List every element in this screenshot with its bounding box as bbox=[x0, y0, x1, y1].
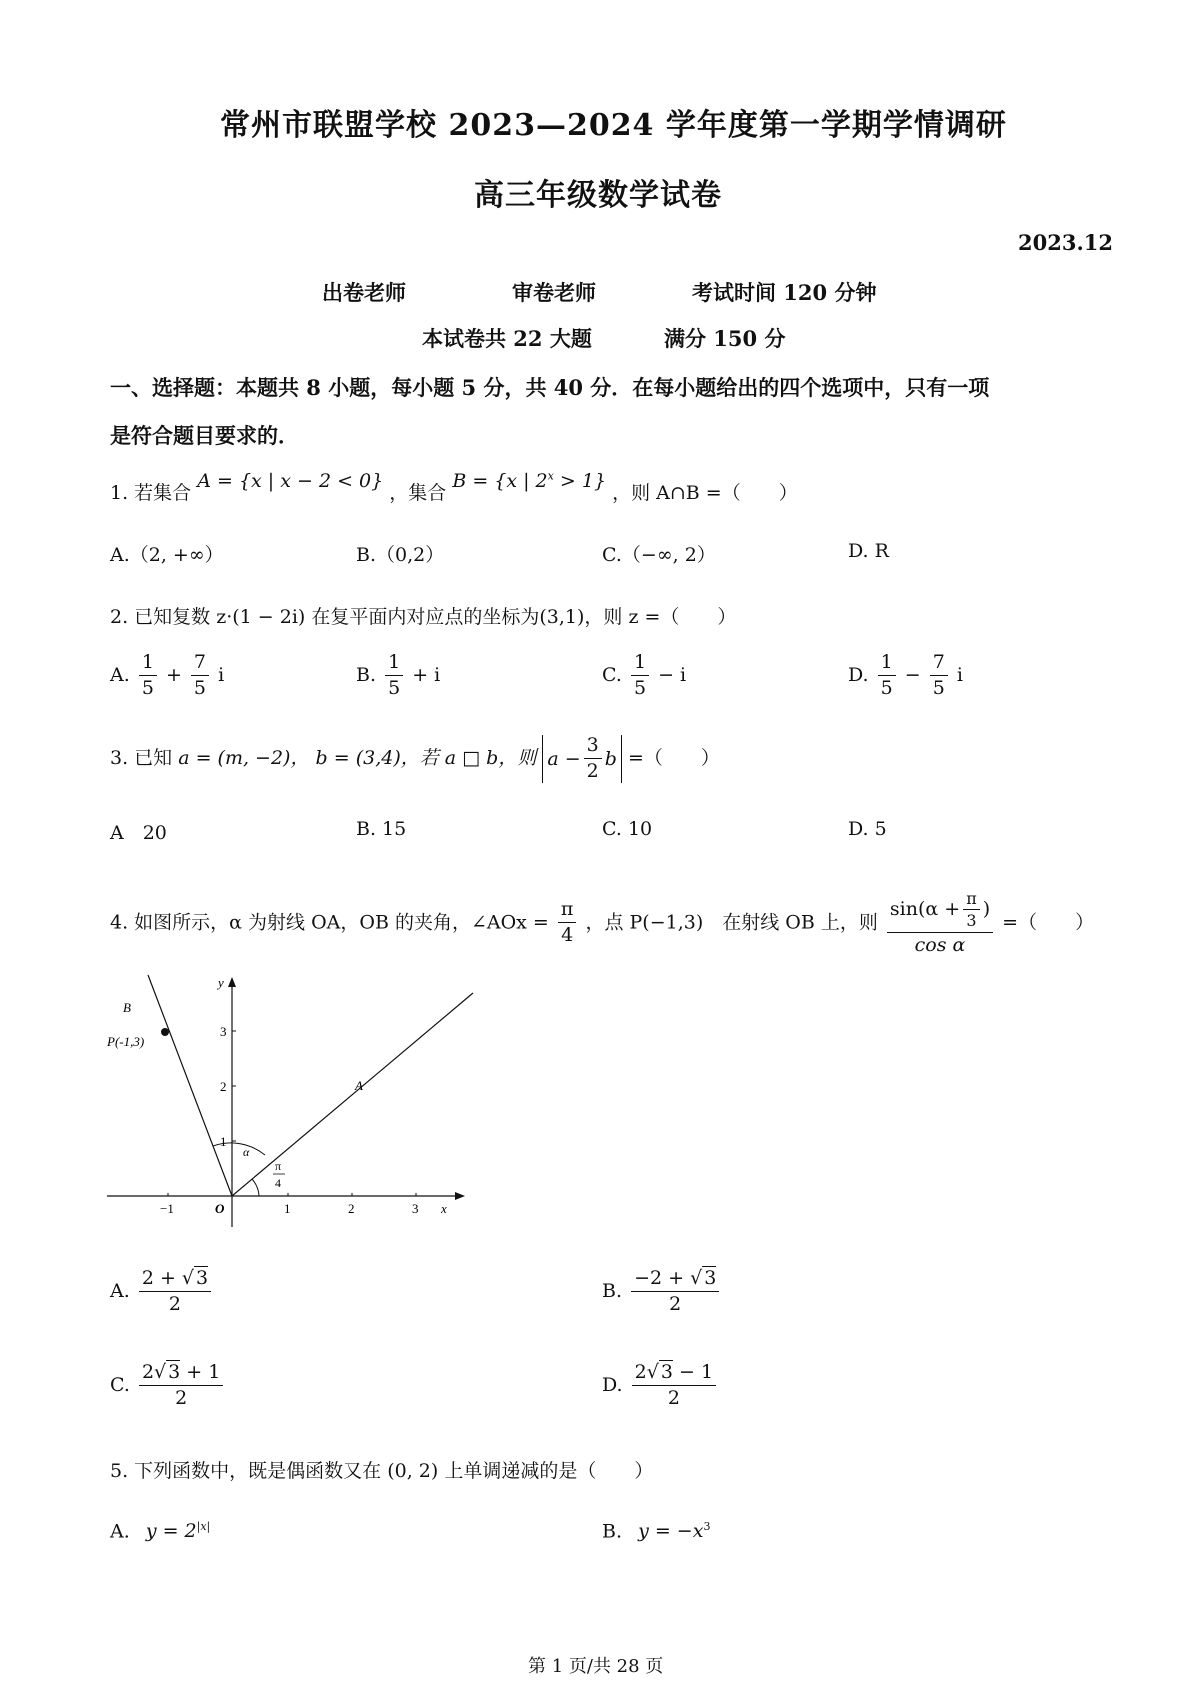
exam-title-line2: 高三年级数学试卷 bbox=[474, 178, 722, 213]
q1-set-b-post: > 1} bbox=[553, 470, 607, 492]
q4-a-num: 2 + √ 3 bbox=[139, 1268, 211, 1292]
q1-set-b bbox=[452, 470, 606, 492]
q2-a-n1: 1 bbox=[139, 652, 157, 676]
question-1 bbox=[110, 469, 798, 505]
reviewer-teacher: 审卷老师 bbox=[512, 280, 596, 305]
q2-d-frac1 bbox=[878, 652, 896, 700]
q4-text2: ，点 P(−1,3) 在射线 OB 上，则 bbox=[585, 911, 878, 934]
q2-d-op: − bbox=[904, 663, 921, 686]
q2-a-frac2 bbox=[191, 652, 209, 700]
q3-abs-expr bbox=[542, 735, 622, 783]
author-teacher: 出卷老师 bbox=[322, 280, 406, 305]
q2-c-d1: 5 bbox=[633, 676, 647, 699]
q5-a-label: A. bbox=[110, 1520, 130, 1543]
q4-pi-d: 4 bbox=[561, 924, 574, 947]
q4-b-den: 2 bbox=[669, 1292, 682, 1315]
q4-option-a[interactable] bbox=[110, 1268, 214, 1316]
q2-b-n1: 1 bbox=[385, 652, 403, 676]
q4-a-frac bbox=[139, 1268, 211, 1316]
q2-d-label: D. bbox=[848, 663, 869, 686]
q3-option-a[interactable]: A 20 bbox=[110, 822, 167, 844]
point-p bbox=[161, 1028, 169, 1036]
q4-expr-n: sin(α + bbox=[889, 898, 961, 921]
section-heading-line2: 是符合题目要求的． bbox=[110, 423, 299, 448]
q2-a-d2: 5 bbox=[193, 676, 207, 699]
q4-d-num-post: − 1 bbox=[679, 1361, 714, 1383]
exam-date: 2023.12 bbox=[1018, 230, 1113, 255]
q2-b-label: B. bbox=[356, 663, 377, 686]
q4-pi-n: π bbox=[558, 899, 577, 923]
exam-duration: 考试时间 120 分钟 bbox=[692, 280, 877, 305]
q5-a-base: y = 2 bbox=[145, 1520, 197, 1543]
q4-end: =（ ） bbox=[1002, 911, 1095, 934]
q3-end: =（ ） bbox=[627, 746, 720, 769]
q1-set-a: A = {x | x − 2 < 0} bbox=[197, 470, 384, 492]
q4-figure bbox=[105, 965, 485, 1235]
q5-a-sup: |x| bbox=[196, 1520, 211, 1533]
q2-c-n1: 1 bbox=[631, 652, 649, 676]
q4-d-label: D. bbox=[602, 1373, 623, 1396]
q2-d-d2: 5 bbox=[932, 676, 945, 699]
q3-a-def: a = (m, −2)， bbox=[178, 746, 310, 769]
q4-c-sqrt: 3 bbox=[168, 1361, 181, 1383]
x-tick-label-neg1: −1 bbox=[160, 1201, 174, 1216]
q4-expr-frac bbox=[887, 890, 993, 957]
q5-b-sup: 3 bbox=[703, 1520, 711, 1533]
q1-set-b-sup: x bbox=[547, 469, 554, 483]
q2-a-n2: 7 bbox=[191, 652, 209, 676]
q3-frac-n: 3 bbox=[584, 735, 602, 759]
y-tick-label-3: 3 bbox=[220, 1024, 227, 1039]
q1-option-d[interactable]: D. R bbox=[848, 540, 889, 562]
y-tick-label-1: 1 bbox=[220, 1134, 227, 1149]
q4-pi-frac bbox=[558, 899, 577, 947]
q5-b-label: B. bbox=[602, 1520, 623, 1543]
q2-option-d[interactable] bbox=[848, 652, 963, 700]
q4-c-den: 2 bbox=[175, 1386, 188, 1409]
label-y: y bbox=[218, 975, 224, 990]
q3-option-c[interactable]: C. 10 bbox=[602, 818, 653, 840]
q5-option-a[interactable] bbox=[110, 1520, 210, 1542]
q3-option-d[interactable]: D. 5 bbox=[848, 818, 887, 840]
q1-option-a[interactable]: A.（2, +∞） bbox=[110, 544, 224, 566]
q4-c-frac bbox=[139, 1362, 223, 1410]
q2-option-a[interactable] bbox=[110, 652, 224, 700]
q2-a-label: A. bbox=[110, 663, 130, 686]
q5-option-b[interactable] bbox=[602, 1520, 710, 1542]
q4-b-frac bbox=[631, 1268, 719, 1316]
q2-c-label: C. bbox=[602, 663, 622, 686]
q3-frac-d: 2 bbox=[586, 759, 599, 782]
q3-frac bbox=[584, 735, 602, 783]
page-number: 第 1 页/共 28 页 bbox=[528, 1656, 664, 1677]
q2-c-tail: − i bbox=[658, 663, 687, 686]
q4-c-label: C. bbox=[110, 1373, 130, 1396]
q2-c-frac1 bbox=[631, 652, 649, 700]
q4-a-den: 2 bbox=[168, 1292, 182, 1315]
label-b: B bbox=[123, 1000, 131, 1015]
q4-expr-close: ) bbox=[982, 898, 991, 921]
q4-a-num-pre: 2 + bbox=[141, 1267, 176, 1289]
question-4 bbox=[110, 890, 1094, 957]
q4-c-num-pre: 2 bbox=[141, 1361, 155, 1383]
q3-abs-pre: a − bbox=[547, 747, 581, 770]
q4-text1: 4. 如图所示，α 为射线 OA，OB 的夹角，∠AOx = bbox=[110, 911, 549, 934]
q3-b-def: b = (3,4)，若 bbox=[315, 746, 439, 769]
q4-option-d[interactable] bbox=[602, 1362, 719, 1410]
ray-oa bbox=[232, 993, 473, 1196]
q4-b-sqrt: 3 bbox=[704, 1267, 717, 1289]
x-tick-label-2: 2 bbox=[348, 1201, 355, 1216]
q2-b-tail: + i bbox=[412, 663, 441, 686]
q2-a-frac1 bbox=[139, 652, 157, 700]
x-axis-arrow bbox=[455, 1192, 465, 1200]
question-count: 本试卷共 22 大题 bbox=[422, 326, 592, 351]
label-alpha: α bbox=[243, 1145, 250, 1159]
q4-option-b[interactable] bbox=[602, 1268, 722, 1316]
q2-d-d1: 5 bbox=[880, 676, 893, 699]
q2-a-op: + bbox=[165, 663, 182, 686]
question-2: 2. 已知复数 z·(1 − 2i) 在复平面内对应点的坐标为(3,1)，则 z =（ ） bbox=[110, 606, 737, 628]
q4-a-sqrt: 3 bbox=[196, 1267, 209, 1289]
label-p: P(-1,3) bbox=[107, 1034, 145, 1049]
q5-b-base: y = −x bbox=[638, 1520, 704, 1543]
section-heading-line1: 一、选择题：本题共 8 小题，每小题 5 分，共 40 分．在每小题给出的四个选项中，只有一项 bbox=[110, 375, 990, 400]
q2-d-n2: 7 bbox=[930, 652, 948, 676]
x-tick-label-3: 3 bbox=[412, 1201, 419, 1216]
q4-expr-pi-n: π bbox=[963, 890, 980, 910]
x-tick-label-1: 1 bbox=[284, 1201, 291, 1216]
q3-abs-post: b bbox=[604, 747, 617, 770]
q2-b-d1: 5 bbox=[388, 676, 401, 699]
q1-set-b-pre: B = {x | 2 bbox=[452, 470, 548, 492]
q4-a-label: A. bbox=[110, 1279, 130, 1302]
exam-title-line1: 常州市联盟学校 2023—2024 学年度第一学期学情调研 bbox=[220, 108, 1007, 143]
q4-expr-d: cos α bbox=[914, 933, 966, 956]
q1-option-c[interactable]: C.（−∞, 2） bbox=[602, 544, 716, 566]
q1-prefix: 1. 若集合 bbox=[110, 482, 192, 504]
y-tick-label-2: 2 bbox=[220, 1079, 227, 1094]
q2-option-b[interactable] bbox=[356, 652, 440, 700]
q4-c-num: 2√ 3 + 1 bbox=[139, 1362, 223, 1386]
q4-c-num-post: + 1 bbox=[186, 1361, 221, 1383]
pi4-arc bbox=[252, 1179, 259, 1196]
q4-option-c[interactable] bbox=[110, 1362, 226, 1410]
q2-a-tail: i bbox=[218, 663, 225, 686]
q4-b-num-pre: −2 + bbox=[634, 1267, 685, 1289]
q2-b-frac1 bbox=[385, 652, 403, 700]
q3-option-b[interactable]: B. 15 bbox=[356, 818, 407, 840]
question-3 bbox=[110, 735, 720, 783]
q3-relation: a □ b，则 bbox=[444, 746, 537, 769]
q2-option-c[interactable] bbox=[602, 652, 686, 700]
q4-expr-pi-d: 3 bbox=[966, 911, 977, 931]
q4-expr-numerator bbox=[887, 890, 993, 933]
q4-b-num: −2 + √ 3 bbox=[631, 1268, 719, 1292]
q4-d-sqrt: 3 bbox=[660, 1361, 673, 1383]
q4-expr-pi-frac bbox=[963, 890, 980, 931]
q4-b-label: B. bbox=[602, 1279, 623, 1302]
full-score: 满分 150 分 bbox=[664, 326, 786, 351]
q2-a-d1: 5 bbox=[141, 676, 154, 699]
label-pi: π bbox=[275, 1159, 282, 1173]
q1-option-b[interactable]: B.（0,2） bbox=[356, 544, 445, 566]
q2-d-tail: i bbox=[956, 663, 963, 686]
q4-d-num: 2√ 3 − 1 bbox=[632, 1362, 716, 1386]
label-4: 4 bbox=[275, 1176, 281, 1190]
q4-d-frac bbox=[632, 1362, 716, 1410]
label-a: A bbox=[355, 1078, 363, 1093]
q2-d-frac2 bbox=[930, 652, 948, 700]
q1-end: ，则 A∩B =（ ） bbox=[612, 482, 798, 504]
q2-d-n1: 1 bbox=[878, 652, 896, 676]
question-5: 5. 下列函数中，既是偶函数又在 (0, 2) 上单调递减的是（ ） bbox=[110, 1460, 654, 1482]
label-x: x bbox=[441, 1201, 447, 1216]
y-axis-arrow bbox=[228, 977, 236, 987]
q4-d-den: 2 bbox=[667, 1386, 680, 1409]
q1-mid: ，集合 bbox=[389, 482, 447, 504]
label-o: O bbox=[215, 1201, 225, 1216]
q4-d-num-pre: 2 bbox=[634, 1361, 647, 1383]
q3-prefix: 3. 已知 bbox=[110, 746, 173, 769]
